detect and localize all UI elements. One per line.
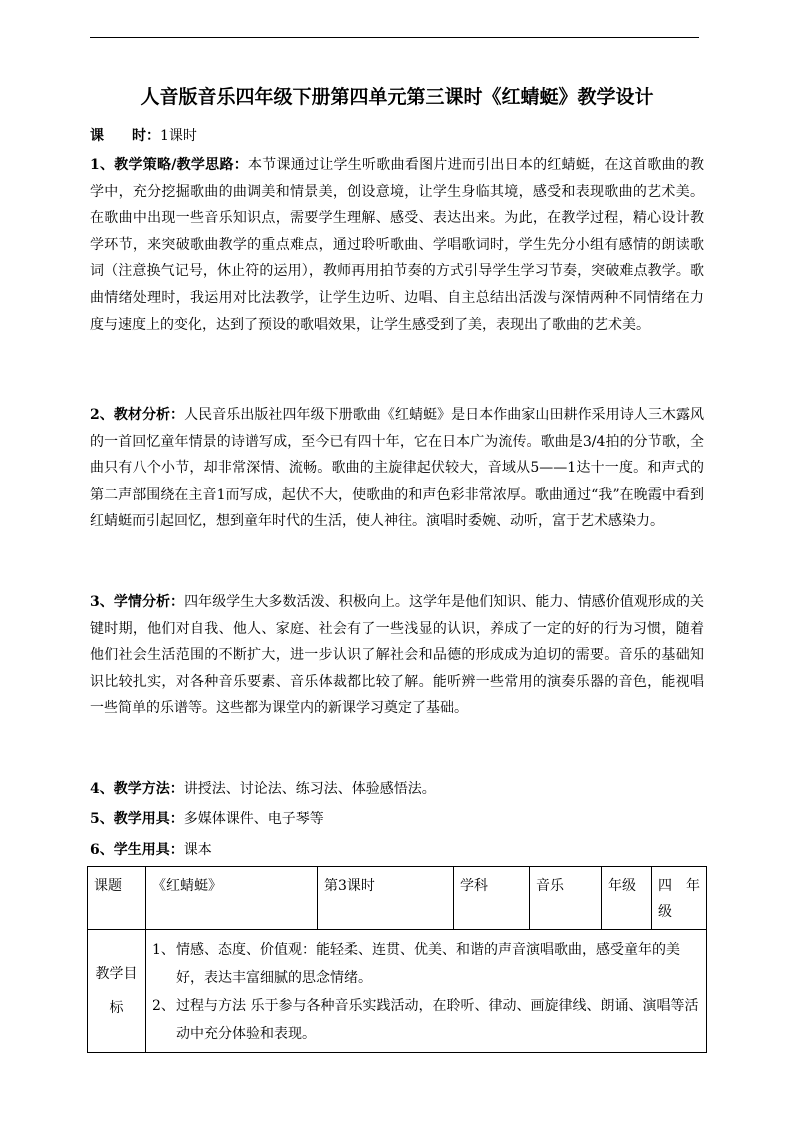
- list-item: [152, 992, 700, 1048]
- cell-topic-label: 课题: [88, 867, 146, 930]
- lesson-hours-label: 课 时：: [90, 128, 160, 144]
- section-body: 本节课通过让学生听歌曲看图片进而引出日本的红蜻蜓，在这首歌曲的教学中，充分挖掘歌曲的曲调美和情景美，创设意境，让学生身临其境，感受和表现歌曲的艺术美。 在歌曲中出现一些音乐知识点，需要学生理解、感受、表达出来。为此，在教学过程，精心设计教学环节，来突破歌曲教学的重点难点，通过聆听歌曲、学唱歌词时，学生先分小组有感情的朗读歌词（注意换气记号，休止符的运用），教师再用拍节奏的方式引导学生学习节奏，突破难点教学。歌曲情绪处理时，我运用对比法教学，让学生边听、边唱、自主总结出活泼与深情两种不同情绪在力度与速度上的变化，达到了预设的歌唱效果，让学生感受到了美，表现出了歌曲的艺术美。: [90, 157, 704, 333]
- cell-lesson-number: 第3课时: [318, 867, 454, 930]
- cell-topic-value: 《红蜻蜓》: [146, 867, 318, 930]
- lesson-hours-value: 1课时: [160, 128, 197, 144]
- goal-text: 情感、态度、价值观：能轻柔、连贯、优美、和谐的声音演唱歌曲，感受童年的美好，表达丰富细腻的思念情绪。: [176, 942, 680, 986]
- section-heading: 3、学情分析：: [90, 594, 185, 610]
- section-body: 讲授法、讨论法、练习法、体验感悟法。: [183, 781, 436, 797]
- document-title: 人音版音乐四年级下册第四单元第三课时《红蜻蜓》教学设计: [140, 86, 654, 108]
- section-student-analysis: [90, 589, 704, 722]
- cell-grade-value: 四 年级: [652, 867, 707, 930]
- goal-text: 过程与方法 乐于参与各种音乐实践活动，在聆听、律动、画旋律线、朗诵、演唱等活动中充分体验和表现。: [176, 998, 699, 1042]
- section-body: 多媒体课件、电子琴等: [183, 811, 324, 827]
- section-heading: 4、教学方法：: [90, 781, 184, 797]
- section-teaching-tools: [90, 808, 324, 828]
- section-student-tools: [90, 839, 212, 859]
- section-heading: 2、教材分析：: [90, 407, 185, 423]
- table-row: [88, 930, 707, 1053]
- cell-subject-label: 学科: [454, 867, 530, 930]
- lesson-info-table: [87, 866, 707, 1053]
- goal-number: 2、: [152, 998, 175, 1014]
- section-teaching-strategy: [90, 152, 704, 338]
- cell-goals-label: 教学目标: [88, 930, 146, 1053]
- list-item: [152, 936, 700, 992]
- section-heading: 1、教学策略/教学思路：: [90, 157, 248, 173]
- section-heading: 6、学生用具：: [90, 842, 184, 858]
- section-body: 四年级学生大多数活泼、积极向上。这学年是他们知识、能力、情感价值观形成的关键时期，他们对自我、他人、家庭、社会有了一些浅显的认识，养成了一定的好的行为习惯，随着他们社会生活范围的不断扩大，进一步认识了解社会和品德的形成成为迫切的需要。音乐的基础知识比较扎实，对各种音乐要素、音乐体裁都比较了解。能听辨一些常用的演奏乐器的音色，能视唱一些简单的乐谱等。这些都为课堂内的新课学习奠定了基础。: [90, 594, 704, 717]
- table-row: [88, 867, 707, 930]
- cell-subject-value: 音乐: [530, 867, 602, 930]
- section-teaching-methods: [90, 778, 436, 798]
- section-body: 课本: [183, 842, 212, 858]
- section-heading: 5、教学用具：: [90, 811, 184, 827]
- section-material-analysis: [90, 402, 704, 535]
- lesson-hours: [90, 125, 197, 145]
- cell-goals-content: [146, 930, 707, 1053]
- cell-grade-label: 年级: [602, 867, 652, 930]
- header-rule: [90, 37, 699, 38]
- section-body: 人民音乐出版社四年级下册歌曲《红蜻蜓》是日本作曲家山田耕作采用诗人三木露风的一首回忆童年情景的诗谱写成，至今已有四十年，它在日本广为流传。歌曲是3/4拍的分节歌，全曲只有八个小节，却非常深情、流畅。歌曲的主旋律起伏较大，音域从5——1达十一度。和声式的第二声部围绕在主音1而写成，起伏不大，使歌曲的和声色彩非常浓厚。歌曲通过“我”在晚霞中看到红蜻蜓而引起回忆，想到童年时代的生活，使人神往。演唱时委婉、动听，富于艺术感染力。: [90, 407, 704, 530]
- goal-number: 1、: [152, 942, 175, 958]
